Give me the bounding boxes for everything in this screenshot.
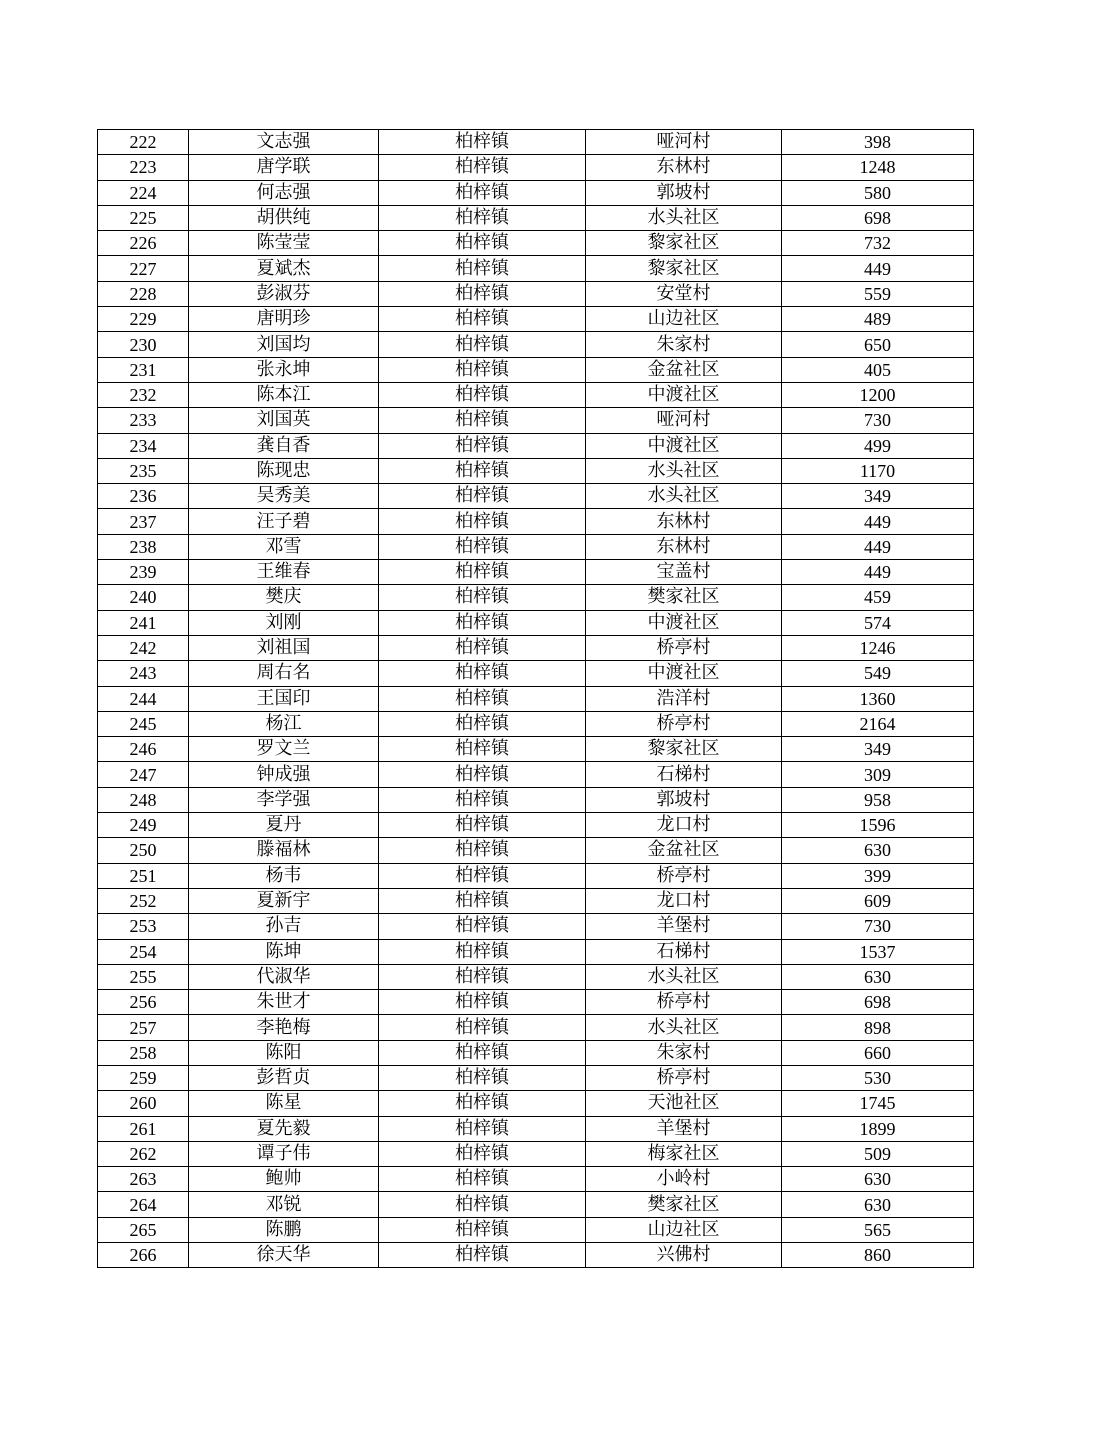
row-number-cell: 222: [98, 130, 189, 155]
town-cell: 柏梓镇: [379, 711, 586, 736]
row-number-cell: 232: [98, 382, 189, 407]
row-number-cell: 246: [98, 737, 189, 762]
town-cell: 柏梓镇: [379, 1167, 586, 1192]
row-number-cell: 252: [98, 888, 189, 913]
row-number-cell: 247: [98, 762, 189, 787]
village-cell: 东林村: [586, 155, 782, 180]
amount-cell: 660: [782, 1040, 974, 1065]
table-body: [98, 130, 974, 1268]
name-cell: 李艳梅: [189, 1015, 379, 1040]
table-row: [98, 711, 974, 736]
amount-cell: 530: [782, 1065, 974, 1090]
table-row: [98, 914, 974, 939]
row-number-cell: 243: [98, 661, 189, 686]
name-cell: 胡供纯: [189, 205, 379, 230]
table-row: [98, 787, 974, 812]
town-cell: 柏梓镇: [379, 458, 586, 483]
name-cell: 李学强: [189, 787, 379, 812]
table-row: [98, 686, 974, 711]
village-cell: 朱家村: [586, 1040, 782, 1065]
village-cell: 兴佛村: [586, 1243, 782, 1268]
town-cell: 柏梓镇: [379, 888, 586, 913]
row-number-cell: 253: [98, 914, 189, 939]
village-cell: 郭坡村: [586, 787, 782, 812]
table-row: [98, 1141, 974, 1166]
name-cell: 王国印: [189, 686, 379, 711]
town-cell: 柏梓镇: [379, 635, 586, 660]
table-row: [98, 737, 974, 762]
table-row: [98, 433, 974, 458]
amount-cell: 398: [782, 130, 974, 155]
village-cell: 山边社区: [586, 307, 782, 332]
town-cell: 柏梓镇: [379, 990, 586, 1015]
name-cell: 邓雪: [189, 534, 379, 559]
village-cell: 桥亭村: [586, 863, 782, 888]
name-cell: 刘国英: [189, 408, 379, 433]
row-number-cell: 254: [98, 939, 189, 964]
village-cell: 朱家村: [586, 332, 782, 357]
row-number-cell: 225: [98, 205, 189, 230]
row-number-cell: 237: [98, 509, 189, 534]
amount-cell: 650: [782, 332, 974, 357]
amount-cell: 860: [782, 1243, 974, 1268]
table-row: [98, 458, 974, 483]
table-row: [98, 130, 974, 155]
row-number-cell: 265: [98, 1217, 189, 1242]
village-cell: 中渡社区: [586, 661, 782, 686]
town-cell: 柏梓镇: [379, 1116, 586, 1141]
row-number-cell: 242: [98, 635, 189, 660]
table-row: [98, 610, 974, 635]
table-row: [98, 281, 974, 306]
amount-cell: 559: [782, 281, 974, 306]
amount-cell: 449: [782, 534, 974, 559]
amount-cell: 732: [782, 231, 974, 256]
name-cell: 王维春: [189, 560, 379, 585]
table-row: [98, 1116, 974, 1141]
name-cell: 张永坤: [189, 357, 379, 382]
name-cell: 陈阳: [189, 1040, 379, 1065]
town-cell: 柏梓镇: [379, 231, 586, 256]
town-cell: 柏梓镇: [379, 1243, 586, 1268]
town-cell: 柏梓镇: [379, 155, 586, 180]
amount-cell: 958: [782, 787, 974, 812]
town-cell: 柏梓镇: [379, 1192, 586, 1217]
town-cell: 柏梓镇: [379, 737, 586, 762]
table-row: [98, 332, 974, 357]
row-number-cell: 234: [98, 433, 189, 458]
town-cell: 柏梓镇: [379, 256, 586, 281]
amount-cell: 609: [782, 888, 974, 913]
town-cell: 柏梓镇: [379, 686, 586, 711]
village-cell: 浩洋村: [586, 686, 782, 711]
row-number-cell: 256: [98, 990, 189, 1015]
village-cell: 桥亭村: [586, 711, 782, 736]
table-row: [98, 1243, 974, 1268]
village-cell: 樊家社区: [586, 1192, 782, 1217]
town-cell: 柏梓镇: [379, 813, 586, 838]
row-number-cell: 245: [98, 711, 189, 736]
village-cell: 水头社区: [586, 484, 782, 509]
village-cell: 金盆社区: [586, 357, 782, 382]
table-row: [98, 1040, 974, 1065]
town-cell: 柏梓镇: [379, 307, 586, 332]
name-cell: 汪子碧: [189, 509, 379, 534]
village-cell: 哑河村: [586, 130, 782, 155]
amount-cell: 898: [782, 1015, 974, 1040]
village-cell: 山边社区: [586, 1217, 782, 1242]
town-cell: 柏梓镇: [379, 914, 586, 939]
village-cell: 宝盖村: [586, 560, 782, 585]
village-cell: 金盆社区: [586, 838, 782, 863]
table-row: [98, 1091, 974, 1116]
amount-cell: 630: [782, 964, 974, 989]
name-cell: 陈星: [189, 1091, 379, 1116]
village-cell: 羊堡村: [586, 914, 782, 939]
row-number-cell: 249: [98, 813, 189, 838]
amount-cell: 1170: [782, 458, 974, 483]
row-number-cell: 231: [98, 357, 189, 382]
village-cell: 黎家社区: [586, 231, 782, 256]
name-cell: 彭淑芬: [189, 281, 379, 306]
amount-cell: 499: [782, 433, 974, 458]
table-row: [98, 155, 974, 180]
amount-cell: 449: [782, 509, 974, 534]
town-cell: 柏梓镇: [379, 1141, 586, 1166]
amount-cell: 1246: [782, 635, 974, 660]
amount-cell: 399: [782, 863, 974, 888]
town-cell: 柏梓镇: [379, 762, 586, 787]
row-number-cell: 255: [98, 964, 189, 989]
row-number-cell: 263: [98, 1167, 189, 1192]
row-number-cell: 239: [98, 560, 189, 585]
table-row: [98, 939, 974, 964]
name-cell: 周右名: [189, 661, 379, 686]
town-cell: 柏梓镇: [379, 332, 586, 357]
row-number-cell: 248: [98, 787, 189, 812]
name-cell: 夏新宇: [189, 888, 379, 913]
village-cell: 中渡社区: [586, 382, 782, 407]
amount-cell: 574: [782, 610, 974, 635]
row-number-cell: 259: [98, 1065, 189, 1090]
table-row: [98, 1167, 974, 1192]
table-row: [98, 888, 974, 913]
row-number-cell: 233: [98, 408, 189, 433]
table-row: [98, 382, 974, 407]
amount-cell: 730: [782, 914, 974, 939]
amount-cell: 1899: [782, 1116, 974, 1141]
amount-cell: 630: [782, 1167, 974, 1192]
amount-cell: 549: [782, 661, 974, 686]
name-cell: 谭子伟: [189, 1141, 379, 1166]
table-row: [98, 180, 974, 205]
row-number-cell: 266: [98, 1243, 189, 1268]
amount-cell: 1596: [782, 813, 974, 838]
row-number-cell: 223: [98, 155, 189, 180]
name-cell: 鲍帅: [189, 1167, 379, 1192]
name-cell: 夏先毅: [189, 1116, 379, 1141]
amount-cell: 698: [782, 990, 974, 1015]
amount-cell: 459: [782, 585, 974, 610]
amount-cell: 309: [782, 762, 974, 787]
table-row: [98, 205, 974, 230]
name-cell: 唐明珍: [189, 307, 379, 332]
town-cell: 柏梓镇: [379, 661, 586, 686]
name-cell: 吴秀美: [189, 484, 379, 509]
village-cell: 郭坡村: [586, 180, 782, 205]
amount-cell: 630: [782, 1192, 974, 1217]
village-cell: 中渡社区: [586, 610, 782, 635]
row-number-cell: 258: [98, 1040, 189, 1065]
table-row: [98, 964, 974, 989]
table-row: [98, 307, 974, 332]
village-cell: 桥亭村: [586, 990, 782, 1015]
town-cell: 柏梓镇: [379, 1217, 586, 1242]
row-number-cell: 251: [98, 863, 189, 888]
amount-cell: 489: [782, 307, 974, 332]
name-cell: 陈本江: [189, 382, 379, 407]
town-cell: 柏梓镇: [379, 1065, 586, 1090]
table-row: [98, 661, 974, 686]
row-number-cell: 264: [98, 1192, 189, 1217]
amount-cell: 1745: [782, 1091, 974, 1116]
amount-cell: 349: [782, 737, 974, 762]
village-cell: 龙口村: [586, 888, 782, 913]
row-number-cell: 224: [98, 180, 189, 205]
town-cell: 柏梓镇: [379, 180, 586, 205]
village-cell: 中渡社区: [586, 433, 782, 458]
row-number-cell: 241: [98, 610, 189, 635]
name-cell: 夏斌杰: [189, 256, 379, 281]
village-cell: 羊堡村: [586, 1116, 782, 1141]
name-cell: 陈莹莹: [189, 231, 379, 256]
name-cell: 杨江: [189, 711, 379, 736]
town-cell: 柏梓镇: [379, 281, 586, 306]
table-row: [98, 635, 974, 660]
table-row: [98, 231, 974, 256]
name-cell: 陈坤: [189, 939, 379, 964]
name-cell: 刘刚: [189, 610, 379, 635]
village-cell: 水头社区: [586, 1015, 782, 1040]
village-cell: 安堂村: [586, 281, 782, 306]
row-number-cell: 244: [98, 686, 189, 711]
town-cell: 柏梓镇: [379, 509, 586, 534]
town-cell: 柏梓镇: [379, 433, 586, 458]
row-number-cell: 260: [98, 1091, 189, 1116]
amount-cell: 509: [782, 1141, 974, 1166]
row-number-cell: 227: [98, 256, 189, 281]
row-number-cell: 240: [98, 585, 189, 610]
town-cell: 柏梓镇: [379, 610, 586, 635]
village-cell: 天池社区: [586, 1091, 782, 1116]
town-cell: 柏梓镇: [379, 382, 586, 407]
table-row: [98, 990, 974, 1015]
town-cell: 柏梓镇: [379, 484, 586, 509]
table-row: [98, 509, 974, 534]
table-row: [98, 1192, 974, 1217]
amount-cell: 405: [782, 357, 974, 382]
table-row: [98, 534, 974, 559]
village-cell: 东林村: [586, 509, 782, 534]
town-cell: 柏梓镇: [379, 1015, 586, 1040]
name-cell: 钟成强: [189, 762, 379, 787]
amount-cell: 1200: [782, 382, 974, 407]
name-cell: 刘国均: [189, 332, 379, 357]
village-cell: 黎家社区: [586, 256, 782, 281]
town-cell: 柏梓镇: [379, 408, 586, 433]
table-row: [98, 813, 974, 838]
amount-cell: 730: [782, 408, 974, 433]
row-number-cell: 235: [98, 458, 189, 483]
village-cell: 东林村: [586, 534, 782, 559]
village-cell: 水头社区: [586, 458, 782, 483]
village-cell: 樊家社区: [586, 585, 782, 610]
name-cell: 徐天华: [189, 1243, 379, 1268]
table-row: [98, 585, 974, 610]
town-cell: 柏梓镇: [379, 130, 586, 155]
town-cell: 柏梓镇: [379, 838, 586, 863]
table-row: [98, 560, 974, 585]
row-number-cell: 226: [98, 231, 189, 256]
town-cell: 柏梓镇: [379, 560, 586, 585]
town-cell: 柏梓镇: [379, 787, 586, 812]
amount-cell: 565: [782, 1217, 974, 1242]
town-cell: 柏梓镇: [379, 585, 586, 610]
table-row: [98, 863, 974, 888]
name-cell: 邓锐: [189, 1192, 379, 1217]
row-number-cell: 236: [98, 484, 189, 509]
row-number-cell: 228: [98, 281, 189, 306]
town-cell: 柏梓镇: [379, 357, 586, 382]
name-cell: 龚自香: [189, 433, 379, 458]
village-cell: 龙口村: [586, 813, 782, 838]
amount-cell: 1248: [782, 155, 974, 180]
table-row: [98, 1065, 974, 1090]
name-cell: 夏丹: [189, 813, 379, 838]
row-number-cell: 262: [98, 1141, 189, 1166]
row-number-cell: 238: [98, 534, 189, 559]
town-cell: 柏梓镇: [379, 939, 586, 964]
table-row: [98, 357, 974, 382]
name-cell: 罗文兰: [189, 737, 379, 762]
name-cell: 陈鹏: [189, 1217, 379, 1242]
amount-cell: 698: [782, 205, 974, 230]
name-cell: 陈现忠: [189, 458, 379, 483]
town-cell: 柏梓镇: [379, 1040, 586, 1065]
table-row: [98, 762, 974, 787]
table-row: [98, 1217, 974, 1242]
name-cell: 杨韦: [189, 863, 379, 888]
amount-cell: 449: [782, 560, 974, 585]
amount-cell: 349: [782, 484, 974, 509]
amount-cell: 580: [782, 180, 974, 205]
name-cell: 樊庆: [189, 585, 379, 610]
village-cell: 石梯村: [586, 762, 782, 787]
village-cell: 水头社区: [586, 964, 782, 989]
village-cell: 桥亭村: [586, 1065, 782, 1090]
table-row: [98, 256, 974, 281]
name-cell: 孙吉: [189, 914, 379, 939]
name-cell: 滕福林: [189, 838, 379, 863]
table-row: [98, 408, 974, 433]
row-number-cell: 257: [98, 1015, 189, 1040]
amount-cell: 1360: [782, 686, 974, 711]
name-cell: 文志强: [189, 130, 379, 155]
row-number-cell: 230: [98, 332, 189, 357]
amount-cell: 2164: [782, 711, 974, 736]
name-cell: 彭哲贞: [189, 1065, 379, 1090]
table-row: [98, 1015, 974, 1040]
village-cell: 小岭村: [586, 1167, 782, 1192]
village-cell: 石梯村: [586, 939, 782, 964]
table-row: [98, 484, 974, 509]
village-cell: 梅家社区: [586, 1141, 782, 1166]
name-cell: 刘祖国: [189, 635, 379, 660]
row-number-cell: 261: [98, 1116, 189, 1141]
village-cell: 桥亭村: [586, 635, 782, 660]
village-cell: 水头社区: [586, 205, 782, 230]
row-number-cell: 250: [98, 838, 189, 863]
row-number-cell: 229: [98, 307, 189, 332]
amount-cell: 630: [782, 838, 974, 863]
name-cell: 代淑华: [189, 964, 379, 989]
town-cell: 柏梓镇: [379, 1091, 586, 1116]
town-cell: 柏梓镇: [379, 205, 586, 230]
town-cell: 柏梓镇: [379, 863, 586, 888]
name-cell: 朱世才: [189, 990, 379, 1015]
village-cell: 哑河村: [586, 408, 782, 433]
table-row: [98, 838, 974, 863]
amount-cell: 449: [782, 256, 974, 281]
town-cell: 柏梓镇: [379, 964, 586, 989]
village-cell: 黎家社区: [586, 737, 782, 762]
name-cell: 何志强: [189, 180, 379, 205]
amount-cell: 1537: [782, 939, 974, 964]
data-table: [97, 129, 974, 1268]
town-cell: 柏梓镇: [379, 534, 586, 559]
name-cell: 唐学联: [189, 155, 379, 180]
